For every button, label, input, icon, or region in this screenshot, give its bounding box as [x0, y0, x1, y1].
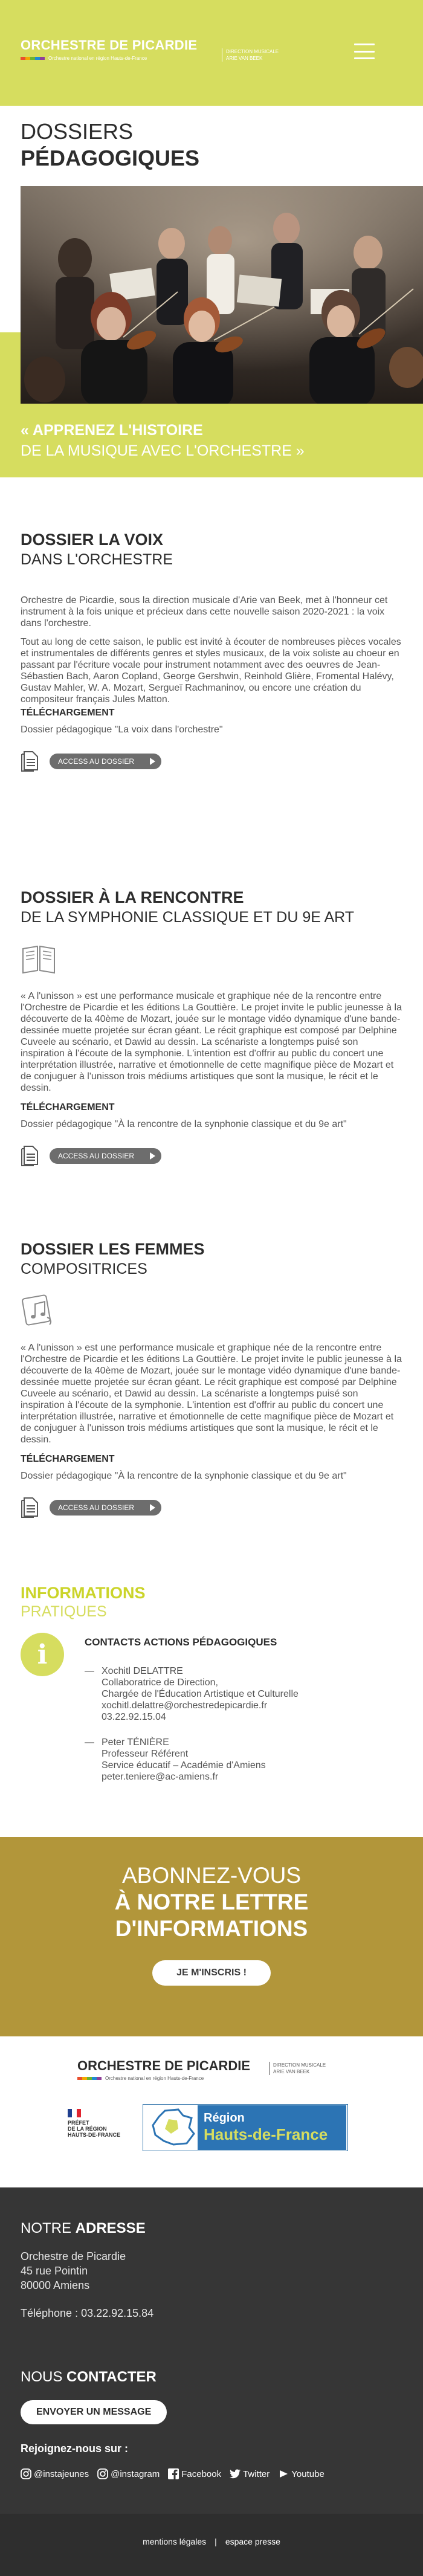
contact-dash: — — [85, 1737, 94, 1748]
logo-title: ORCHESTRE DE PICARDIE — [21, 37, 198, 53]
contact-teniere — [85, 1737, 266, 1783]
contact-delattre — [85, 1665, 299, 1723]
legal-links — [0, 2537, 423, 2546]
press-link[interactable]: espace presse — [225, 2537, 280, 2546]
logo-direction — [222, 48, 279, 62]
hamburger-menu-icon[interactable] — [354, 44, 375, 59]
page-title-light: DOSSIERS — [21, 119, 134, 144]
contact-name: Peter TÉNIÈRE — [102, 1737, 169, 1748]
dossier-title: DOSSIER À LA RENCONTRE — [21, 888, 244, 906]
bottom-bar — [0, 2514, 423, 2576]
play-arrow-icon — [150, 758, 155, 765]
logo-color-5 — [97, 2077, 102, 2080]
logo-color-4 — [35, 57, 40, 60]
dossier-subtitle: COMPOSITRICES — [21, 1261, 147, 1277]
dossier-paragraph: Orchestre de Picardie, sous la direction musicale d'Arie van Beek, met à l'honneur cet instrument à la fois unique et précieux dans cette nouvelle saison 2020-2021 : la voix dans l'orchestre. — [21, 595, 388, 628]
region-text — [198, 2105, 346, 2150]
contact-email[interactable]: xochitl.delattre@orchestredepicardie.fr — [102, 1700, 268, 1711]
site-footer — [0, 2187, 423, 2576]
download-title: TÉLÉCHARGEMENT — [21, 1102, 115, 1112]
social-instajeunes[interactable] — [21, 2468, 89, 2479]
dossier-title: DOSSIER LES FEMMES — [21, 1240, 205, 1258]
music-notes-icon — [21, 1292, 57, 1328]
informations-pratiques — [21, 1583, 402, 1782]
instagram-icon — [21, 2468, 31, 2479]
partner-logo-title: ORCHESTRE DE PICARDIE — [77, 2058, 251, 2073]
address-lines — [21, 2249, 153, 2293]
logo-color-2 — [82, 2077, 87, 2080]
download-row — [21, 1146, 402, 1166]
join-us-label: Rejoignez-nous sur : — [21, 2442, 129, 2455]
download-title: TÉLÉCHARGEMENT — [21, 1454, 115, 1464]
info-icon: i — [21, 1633, 64, 1676]
partner-dir-line-2: ARIE VAN BEEK — [273, 2069, 310, 2074]
hero-orchestra-photo — [21, 186, 423, 404]
social-label: Facebook — [181, 2468, 222, 2479]
social-label: @instagram — [111, 2468, 160, 2479]
logo-color-3 — [87, 2077, 92, 2080]
download-doc-name: Dossier pédagogique "La voix dans l'orchestre" — [21, 725, 223, 735]
social-links — [21, 2468, 333, 2479]
download-doc-name: Dossier pédagogique "À la rencontre de la synphonie classique et du 9e art" — [21, 1119, 347, 1129]
legal-link[interactable]: mentions légales — [143, 2537, 207, 2546]
region-line-1: Région — [204, 2111, 245, 2125]
address-heading-bold: ADRESSE — [75, 2220, 146, 2236]
contact-name: Xochitl DELATTRE — [102, 1666, 183, 1676]
contact-lines — [102, 1737, 266, 1783]
logo-color-3 — [30, 57, 35, 60]
social-facebook[interactable] — [168, 2468, 221, 2479]
send-message-button[interactable]: ENVOYER UN MESSAGE — [21, 2400, 167, 2424]
dossier-subtitle: DANS L'ORCHESTRE — [21, 551, 173, 568]
access-dossier-button[interactable] — [50, 1148, 161, 1164]
newsletter-line-1: ABONNEZ-VOUS — [121, 1863, 302, 1888]
logo-dir-line-2: ARIE VAN BEEK — [226, 56, 263, 61]
burger-bar — [354, 44, 375, 45]
social-instagram[interactable] — [97, 2468, 160, 2479]
newsletter-line-2: À NOTRE LETTRE — [114, 1890, 309, 1914]
flag-blue — [68, 2109, 72, 2117]
page-title — [21, 118, 199, 172]
document-icon — [21, 1497, 39, 1518]
access-dossier-label: ACCESS AU DOSSIER — [58, 757, 135, 766]
dossier-la-voix — [21, 529, 402, 772]
contact-role-2: Chargée de l'Éducation Artistique et Culturelle — [102, 1689, 299, 1699]
social-youtube[interactable] — [278, 2468, 325, 2479]
partner-logo-sub: Orchestre national en région Hauts-de-France — [105, 2076, 204, 2081]
orchestra-photo-illustration — [21, 186, 423, 404]
contact-role: Professeur Référent — [102, 1749, 189, 1759]
address-line: 80000 Amiens — [21, 2279, 90, 2291]
document-icon — [21, 1146, 39, 1166]
partners-section — [0, 2036, 423, 2187]
contact-email[interactable]: peter.teniere@ac-amiens.fr — [102, 1772, 219, 1782]
flag-red — [77, 2109, 81, 2117]
dossier-a-la-rencontre — [21, 887, 402, 1166]
access-dossier-button[interactable] — [50, 1500, 161, 1516]
dossier-les-femmes — [21, 1239, 402, 1518]
youtube-icon — [278, 2468, 289, 2479]
flag-white — [72, 2109, 76, 2117]
prefet-line-3: HAUTS-DE-FRANCE — [68, 2132, 120, 2138]
region-hauts-de-france-logo[interactable] — [143, 2104, 348, 2151]
logo-color-1 — [77, 2077, 82, 2080]
facebook-icon — [168, 2468, 179, 2479]
social-twitter[interactable] — [230, 2468, 270, 2479]
download-row — [21, 1497, 402, 1518]
logo-color-strip — [77, 2077, 102, 2080]
link-separator: | — [215, 2537, 217, 2546]
access-dossier-label: ACCESS AU DOSSIER — [58, 1152, 135, 1160]
download-row — [21, 751, 402, 772]
contact-dash: — — [85, 1666, 94, 1676]
contact-heading-light: NOUS — [21, 2369, 67, 2385]
partner-dir-line-1: DIRECTION MUSICALE — [273, 2062, 326, 2068]
twitter-icon — [230, 2468, 241, 2479]
hero-tagline — [21, 420, 305, 461]
footer-contact — [21, 2369, 333, 2479]
social-label: @instajeunes — [34, 2468, 89, 2479]
social-label: Twitter — [243, 2468, 270, 2479]
dossier-subtitle: DE LA SYMPHONIE CLASSIQUE ET DU 9E ART — [21, 909, 355, 926]
partner-direction — [269, 2062, 326, 2075]
newsletter-banner — [0, 1837, 423, 2036]
contact-lines — [102, 1665, 299, 1723]
logo-sub-row — [21, 56, 197, 61]
access-dossier-button[interactable] — [50, 754, 161, 769]
logo-color-1 — [21, 57, 25, 60]
site-logo[interactable] — [21, 37, 197, 61]
prefet-logo[interactable] — [68, 2109, 128, 2138]
hero-tagline-bold: « APPRENEZ L'HISTOIRE — [21, 422, 203, 439]
dossier-paragraph: « A l'unisson » est une performance musicale et graphique née de la rencontre entre l'Orchestre de Picardie et les éditions La Gouttière. Le projet invite le public jeunesse à la découverte de la 40ème de Mozart, jouée sur le montage vidéo dynamique d'une bande-dessinée muette projetée sur écran géant. Le récit graphique est composé par Delphine Cuveele au scénario, et Dawid au dessin. La scénariste a longtemps puisé son inspiration à l'écoute de la symphonie. L'intention est d'offrir au public du concert une interprétation illustrée, narrative et émotionnelle de cette magnifique pièce de Mozart et de conjuguer à l'unisson trois médiums artistiques que sont la musique, le récit et le dessin. — [21, 1343, 402, 1445]
contacts-title: CONTACTS ACTIONS PÉDAGOGIQUES — [85, 1636, 277, 1648]
contact-heading-bold: CONTACTER — [66, 2369, 157, 2385]
document-icon — [21, 751, 39, 772]
access-dossier-label: ACCESS AU DOSSIER — [58, 1503, 135, 1512]
contact-role-2: Service éducatif – Académie d'Amiens — [102, 1760, 266, 1771]
logo-subtitle: Orchestre national en région Hauts-de-France — [48, 56, 147, 61]
region-map-icon — [147, 2107, 198, 2148]
contact-heading — [21, 2369, 333, 2386]
footer-address — [21, 2220, 153, 2320]
download-title: TÉLÉCHARGEMENT — [21, 708, 115, 718]
logo-dir-line-1: DIRECTION MUSICALE — [226, 49, 279, 54]
address-line: Orchestre de Picardie — [21, 2250, 126, 2262]
region-line-2: Hauts-de-France — [204, 2125, 328, 2143]
subscribe-button[interactable]: JE M'INSCRIS ! — [152, 1960, 271, 1986]
partner-logo-orchestre[interactable] — [77, 2058, 250, 2081]
infos-title-bold: INFORMATIONS — [21, 1584, 146, 1602]
address-line: 45 rue Pointin — [21, 2265, 88, 2277]
prefet-line-1: PRÉFET — [68, 2120, 89, 2126]
newsletter-line-3: D'INFORMATIONS — [115, 1916, 308, 1941]
burger-bar — [354, 57, 375, 59]
hero-tagline-light: DE LA MUSIQUE AVEC L'ORCHESTRE » — [21, 442, 305, 459]
french-flag-icon — [68, 2109, 81, 2117]
contact-phone[interactable]: 03.22.92.15.04 — [102, 1712, 166, 1722]
address-heading — [21, 2220, 153, 2237]
prefet-text — [68, 2120, 128, 2138]
logo-color-5 — [40, 57, 45, 60]
download-doc-name: Dossier pédagogique "À la rencontre de la synphonie classique et du 9e art" — [21, 1471, 347, 1481]
footer-phone[interactable]: Téléphone : 03.22.92.15.84 — [21, 2307, 154, 2319]
site-header — [0, 0, 423, 106]
logo-color-4 — [92, 2077, 97, 2080]
prefet-line-2: DE LA RÉGION — [68, 2126, 107, 2132]
partner-logo-sub-row — [77, 2076, 250, 2081]
logo-color-strip — [21, 57, 45, 60]
play-arrow-icon — [150, 1504, 155, 1511]
dossier-paragraph: Tout au long de cette saison, le public est invité à écouter de nombreuses pièces vocales et instrumentales de différents genres et styles musicaux, de la voix soliste au choeur en passant par l'écriture vocale pour instrument notamment avec des oeuvres de Jean-Sébastien Bach, Aaron Copland, George Gershwin, Reinhold Glière, Fromental Halévy, Gustav Mahler, W. A. Mozart, Sergueï Rachmaninov, ou encore une création du compositeur français Jules Matton. — [21, 637, 401, 705]
open-book-icon — [21, 940, 57, 976]
address-heading-light: NOTRE — [21, 2220, 76, 2236]
contact-role: Collaboratrice de Direction, — [102, 1677, 218, 1688]
infos-title-light: PRATIQUES — [21, 1603, 107, 1620]
social-label: Youtube — [291, 2468, 325, 2479]
logo-color-2 — [25, 57, 30, 60]
instagram-icon — [97, 2468, 108, 2479]
page-title-bold: PÉDAGOGIQUES — [21, 146, 200, 170]
dossier-title: DOSSIER LA VOIX — [21, 531, 164, 549]
dossier-paragraph: « A l'unisson » est une performance musicale et graphique née de la rencontre entre l'Orchestre de Picardie et les éditions La Gouttière. Le projet invite le public jeunesse à la découverte de la 40ème de Mozart, jouée sur le montage vidéo dynamique d'une bande-dessinée muette projetée sur écran géant. Le récit graphique est composé par Delphine Cuveele au scénario, et Dawid au dessin. La scénariste a longtemps puisé son inspiration à l'écoute de la symphonie. L'intention est d'offrir au public du concert une interprétation illustrée, narrative et émotionnelle de cette magnifique pièce de Mozart et de conjuguer à l'unisson trois médiums artistiques que sont la musique, le récit et le dessin. — [21, 991, 402, 1093]
burger-bar — [354, 51, 375, 53]
play-arrow-icon — [150, 1152, 155, 1160]
